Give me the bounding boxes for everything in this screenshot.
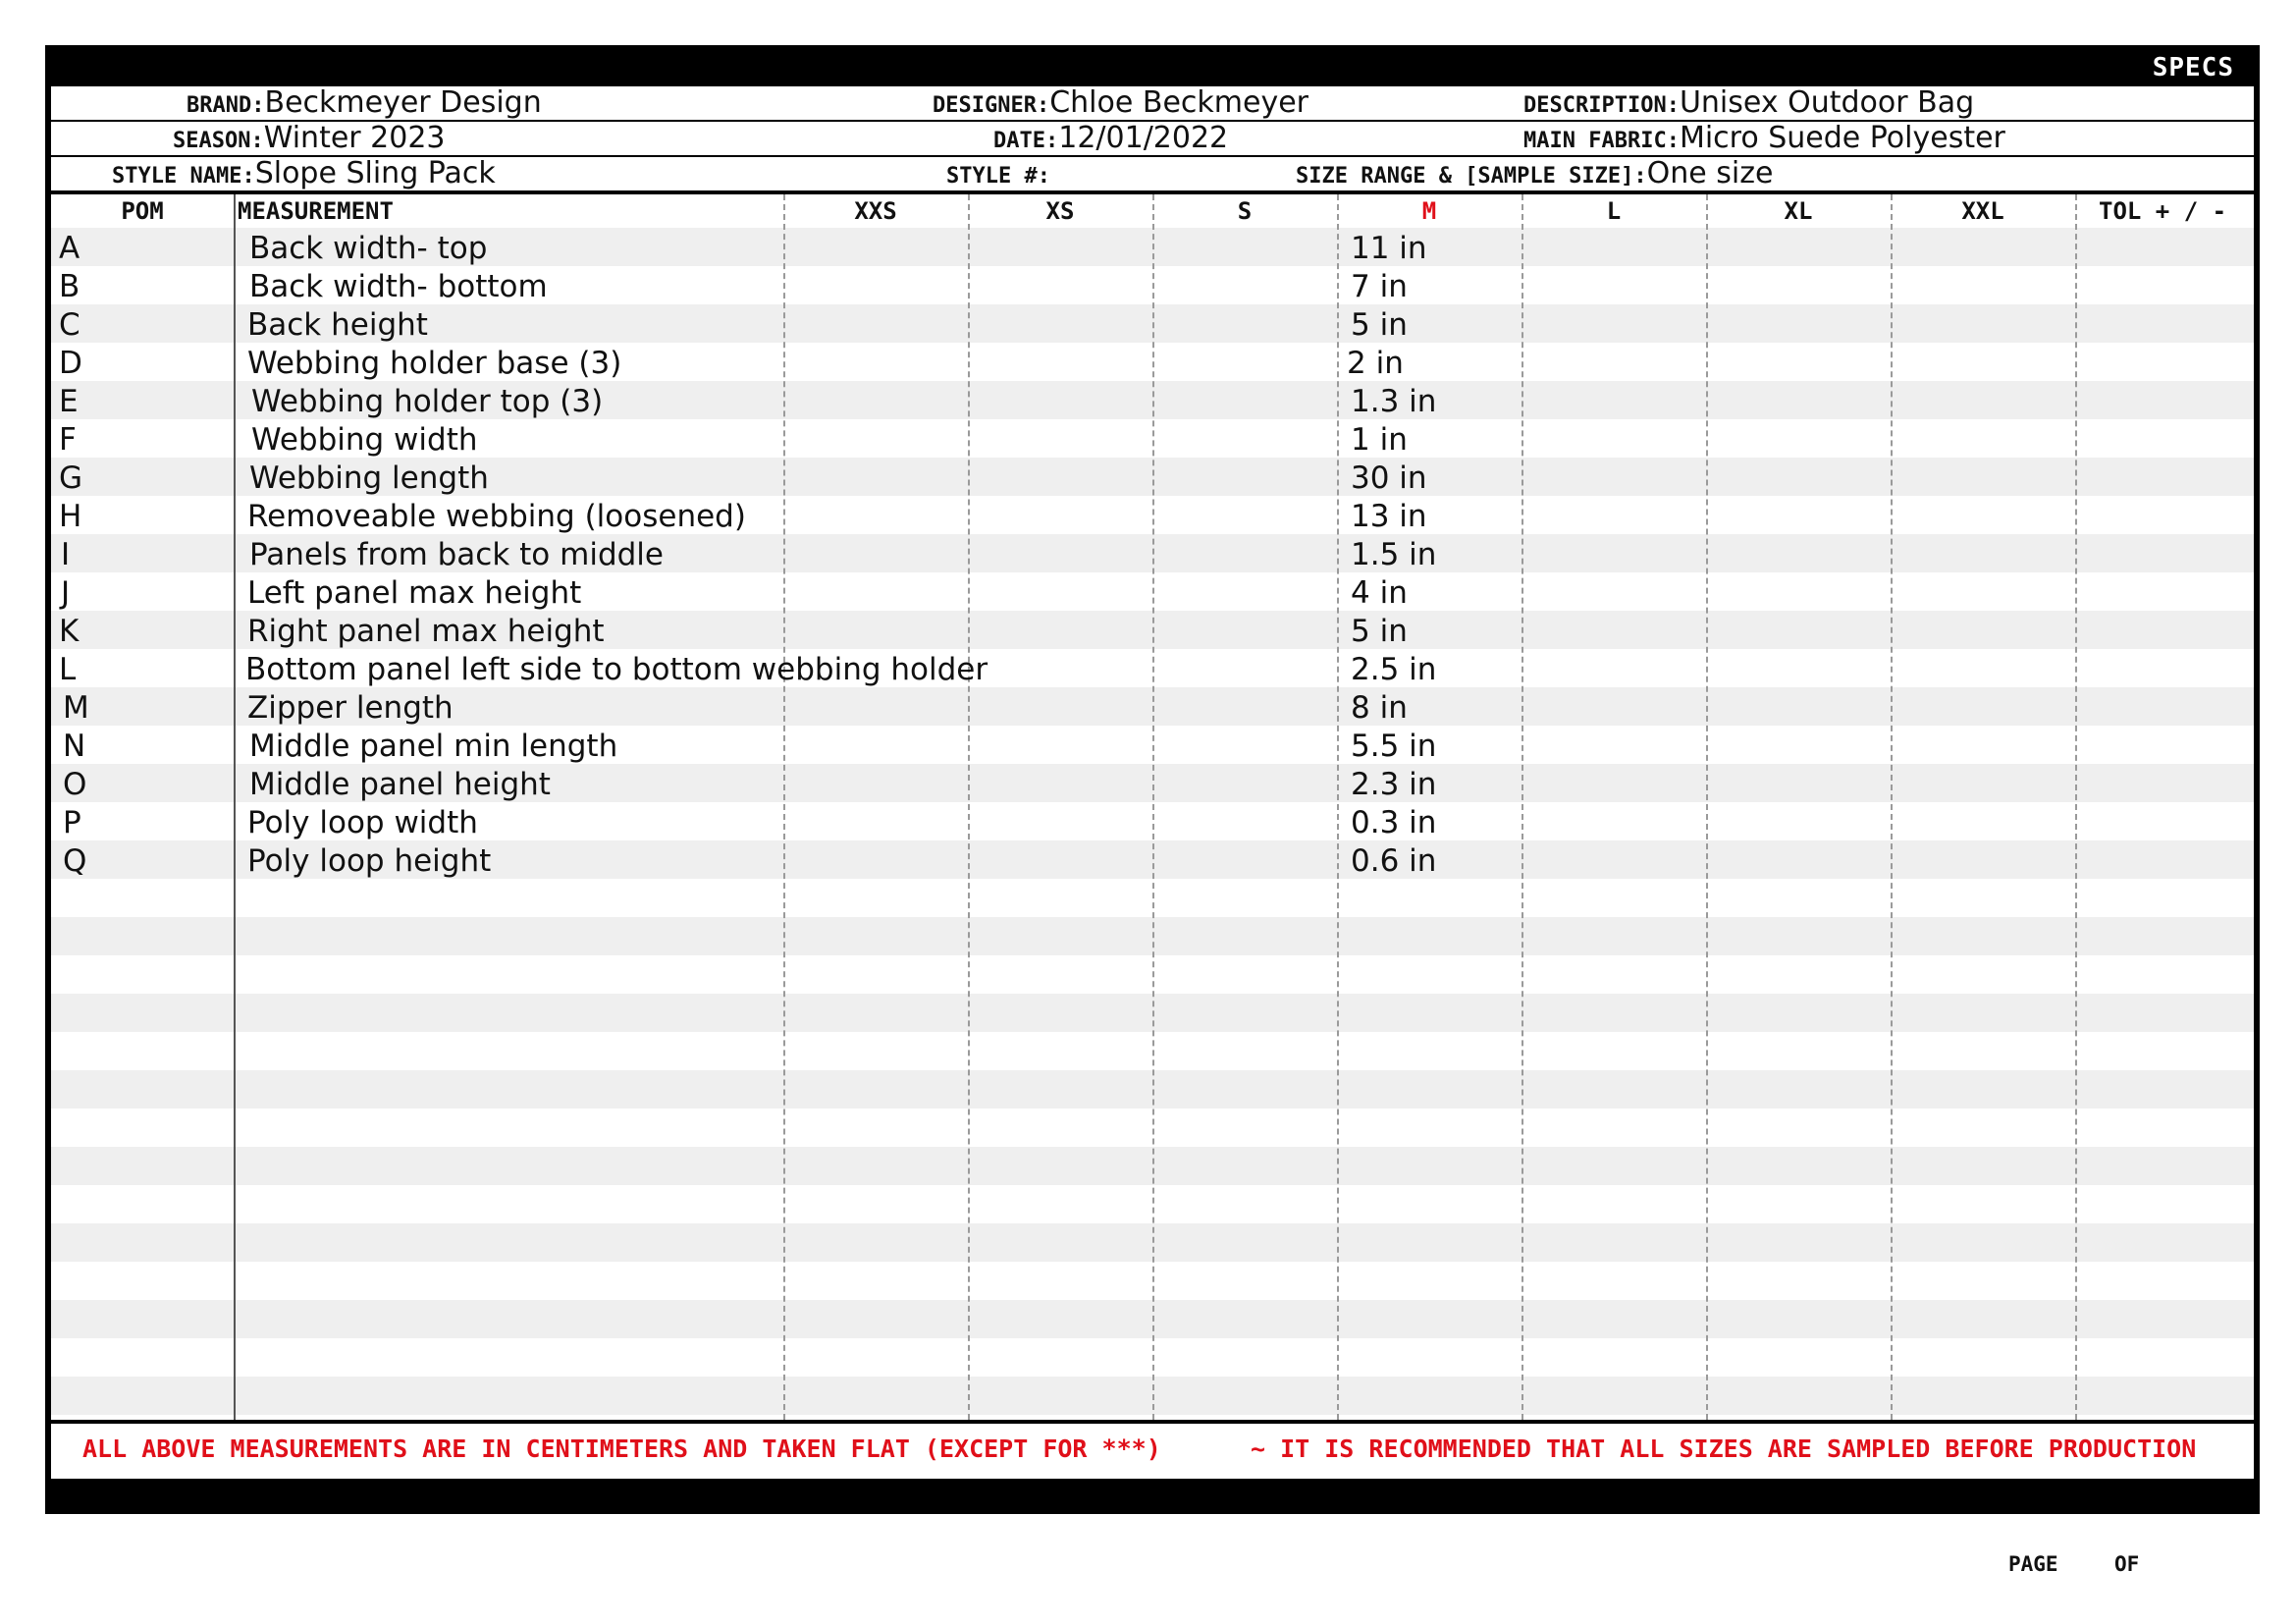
col-pom: POM [121,197,164,225]
size-m-cell: 0.6 in [1351,843,1437,879]
size-m-cell: 2 in [1347,346,1404,381]
footer-divider [51,1420,2254,1424]
table-row [51,381,2254,419]
info-row-1 [51,86,2254,122]
col-tolerance: TOL + / - [2099,197,2227,225]
page-of-label: OF [2114,1552,2140,1576]
measurement-cell: Zipper length [247,690,454,726]
info-row-2 [51,122,2254,157]
size-range-field [1296,157,1773,190]
pom-cell: F [59,422,77,458]
pom-cell: P [63,805,81,840]
size-m-cell: 4 in [1351,575,1408,611]
size-m-cell: 5 in [1351,614,1408,649]
sheet-label: SPECS [2152,53,2234,82]
designer-value: Chloe Beckmeyer [1049,85,1308,120]
season-value: Winter 2023 [263,121,446,155]
table-row [51,726,2254,764]
measurement-cell: Removeable webbing (loosened) [247,499,746,534]
style-name-field [112,157,496,190]
table-row [51,687,2254,726]
table-row [51,611,2254,649]
col-xs: XS [1045,197,1075,225]
pom-cell: K [59,614,80,649]
info-row-3 [51,157,2254,194]
table-row [51,802,2254,840]
measurement-cell: Webbing width [251,422,478,458]
size-m-cell: 30 in [1351,460,1427,496]
table-row [51,266,2254,304]
style-name-label: STYLE NAME: [112,164,255,189]
col-s: S [1237,197,1253,225]
designer-label: DESIGNER: [933,93,1050,118]
measurement-cell: Back width- top [249,231,488,266]
size-m-cell: 13 in [1351,499,1427,534]
size-m-cell: 11 in [1351,231,1427,266]
pom-cell: C [59,307,80,343]
pom-cell: Q [63,843,87,879]
col-measurement: MEASUREMENT [238,197,394,225]
measurement-cell: Back width- bottom [249,269,548,304]
brand-label: BRAND: [187,93,265,118]
style-number-field [946,157,1050,190]
season-label: SEASON: [173,129,264,153]
designer-field [933,86,1308,120]
pom-cell: J [61,575,71,611]
table-row [51,304,2254,343]
measurement-cell: Poly loop height [247,843,492,879]
size-m-cell: 8 in [1351,690,1408,726]
measurement-cell: Poly loop width [247,805,478,840]
fabric-value: Micro Suede Polyester [1679,121,2005,155]
size-m-cell: 1 in [1351,422,1408,458]
sampling-note: ~ IT IS RECOMMENDED THAT ALL SIZES ARE SAMPLED BEFORE PRODUCTION [1251,1435,2197,1463]
table-row [51,458,2254,496]
measurement-table [51,194,2254,1420]
size-m-cell: 2.5 in [1351,652,1437,687]
measurement-cell: Back height [247,307,428,343]
size-m-cell: 7 in [1351,269,1408,304]
table-row [51,496,2254,534]
measurement-note: ALL ABOVE MEASUREMENTS ARE IN CENTIMETERS AND TAKEN FLAT (EXCEPT FOR ***) [82,1435,1161,1463]
table-row [51,534,2254,572]
measurement-cell: Panels from back to middle [249,537,664,572]
sheet-body [51,86,2254,1479]
col-xl: XL [1784,197,1813,225]
measurement-cell: Webbing holder top (3) [251,384,604,419]
pom-cell: B [59,269,80,304]
table-row [51,840,2254,879]
col-xxl: XXL [1961,197,2004,225]
season-field [173,122,446,155]
measurement-cell: Webbing holder base (3) [247,346,622,381]
date-value: 12/01/2022 [1058,121,1229,155]
pom-cell: A [59,231,80,266]
date-label: DATE: [993,129,1059,153]
spec-sheet [45,45,2260,1514]
description-value: Unisex Outdoor Bag [1679,85,1975,120]
fabric-field [1523,122,2005,155]
size-m-cell: 5 in [1351,307,1408,343]
measurement-cell: Bottom panel left side to bottom webbing holder [245,652,988,687]
size-m-cell: 2.3 in [1351,767,1437,802]
pom-cell: L [59,652,77,687]
size-m-cell: 0.3 in [1351,805,1437,840]
measurement-cell: Right panel max height [247,614,605,649]
table-row [51,228,2254,266]
pom-cell: M [63,690,89,726]
style-name-value: Slope Sling Pack [254,156,496,190]
size-range-label: SIZE RANGE & [SAMPLE SIZE]: [1296,164,1647,189]
brand-field [187,86,542,120]
brand-value: Beckmeyer Design [264,85,542,120]
page-label: PAGE [2008,1552,2058,1576]
description-label: DESCRIPTION: [1523,93,1680,118]
measurement-cell: Webbing length [249,460,489,496]
pom-cell: N [63,729,86,764]
table-row [51,764,2254,802]
table-header [51,194,2254,228]
table-row [51,649,2254,687]
measurement-cell: Middle panel height [249,767,551,802]
pom-cell: G [59,460,83,496]
description-field [1523,86,1974,120]
pom-cell: E [59,384,79,419]
table-row [51,419,2254,458]
pom-cell: I [61,537,71,572]
col-m: M [1421,197,1437,225]
pom-cell: O [63,767,87,802]
col-l: L [1606,197,1622,225]
size-range-value: One size [1646,156,1774,190]
style-number-label: STYLE #: [946,164,1050,189]
size-m-cell: 1.3 in [1351,384,1437,419]
table-row [51,572,2254,611]
date-field [993,122,1228,155]
pom-cell: H [59,499,82,534]
size-m-cell: 5.5 in [1351,729,1437,764]
size-m-cell: 1.5 in [1351,537,1437,572]
col-xxs: XXS [854,197,897,225]
fabric-label: MAIN FABRIC: [1523,129,1680,153]
table-row [51,343,2254,381]
pom-cell: D [59,346,82,381]
measurement-cell: Middle panel min length [249,729,618,764]
measurement-cell: Left panel max height [247,575,582,611]
